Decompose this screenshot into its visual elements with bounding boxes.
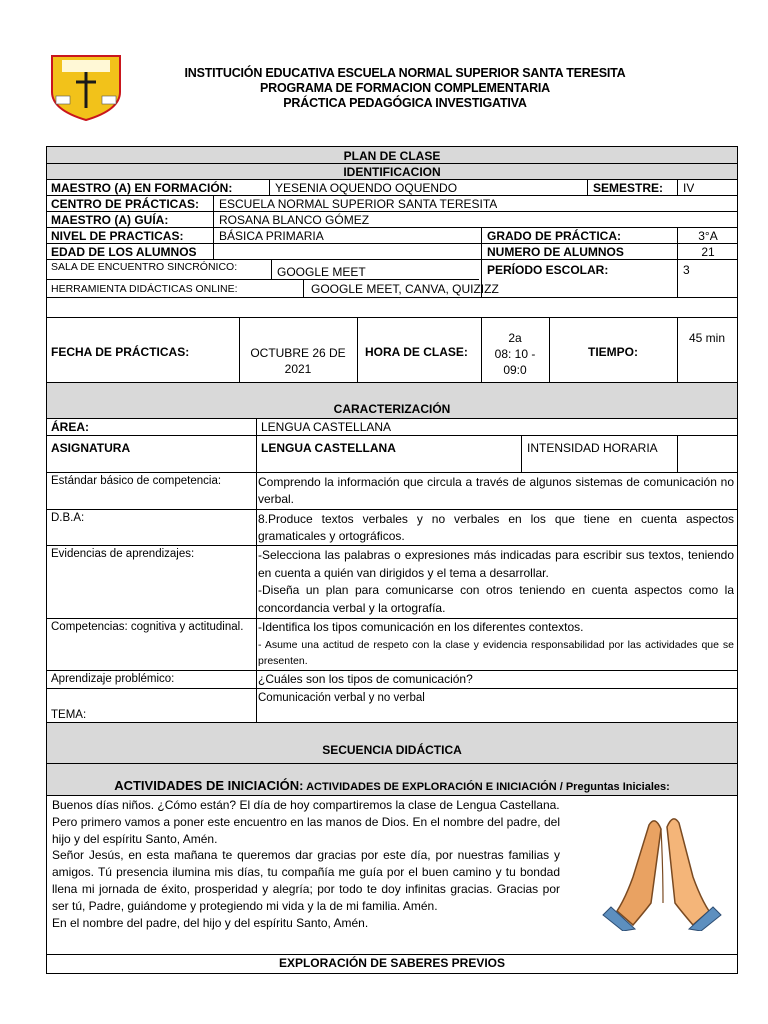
tema-value: Comunicación verbal y no verbal [258, 692, 425, 704]
fecha-label: FECHA DE PRÁCTICAS: [51, 345, 190, 359]
hora-value-line2: 08: 10 - [494, 347, 536, 361]
periodo-label: PERÍODO ESCOLAR: [487, 263, 609, 277]
caracterizacion-title: CARACTERIZACIÓN [333, 402, 451, 416]
centro-value: ESCUELA NORMAL SUPERIOR SANTA TERESITA [219, 197, 498, 211]
tiempo-value: 45 min [688, 331, 726, 345]
hora-value-line3: 09:0 [503, 363, 527, 377]
maestro-formacion-value: YESENIA OQUENDO OQUENDO [275, 181, 458, 195]
actividades-main-label: ACTIVIDADES DE INICIACIÓN: [114, 778, 304, 793]
tema-label: TEMA: [51, 709, 87, 721]
centro-label: CENTRO DE PRÁCTICAS: [51, 197, 200, 211]
identification-table [46, 146, 738, 383]
area-label: ÁREA: [51, 420, 89, 434]
secuencia-title: SECUENCIA DIDÁCTICA [322, 743, 462, 757]
evidencias-text-2: -Diseña un plan para comunicarse con otros teniendo en cuenta aspectos como la concordancia verbal y la ortografía. [258, 583, 734, 615]
evidencias-text-1: -Selecciona las palabras o expresiones más indicadas para escribir sus textos, teniendo en cuenta a quién van dirigidos y el tema a desarrollar. [258, 548, 734, 580]
hora-label: HORA DE CLASE: [365, 345, 468, 359]
aprendizaje-label: Aprendizaje problémico: [51, 673, 175, 685]
plan-title: PLAN DE CLASE [343, 149, 441, 163]
competencias-label: Competencias: cognitiva y actitudinal. [51, 621, 244, 633]
asignatura-label: ASIGNATURA [51, 441, 131, 455]
hora-value-line1: 2a [508, 331, 522, 345]
fecha-value-line1: OCTUBRE 26 DE [250, 346, 346, 360]
guia-value: ROSANA BLANCO GÓMEZ [219, 213, 370, 227]
nivel-label: NIVEL DE PRACTICAS: [51, 229, 184, 243]
activity-paragraphs [52, 797, 560, 931]
caracterizacion-table [46, 382, 738, 723]
aprendizaje-value: ¿Cuáles son los tipos de comunicación? [258, 672, 473, 686]
intensidad-label: INTENSIDAD HORARIA [527, 441, 658, 455]
herramienta-value: GOOGLE MEET, CANVA, QUIZIZZ [311, 282, 499, 296]
numero-label: NUMERO DE ALUMNOS [487, 245, 624, 259]
maestro-formacion-label: MAESTRO (A) EN FORMACIÓN: [51, 181, 233, 195]
dba-label: D.B.A: [51, 512, 85, 524]
estandar-value: Comprendo la información que circula a través de algunos sistemas de comunicación no verbal. [258, 475, 734, 506]
numero-value: 21 [701, 245, 715, 259]
grado-value: 3°A [698, 229, 718, 243]
sala-value: GOOGLE MEET [277, 265, 366, 279]
grado-label: GRADO DE PRÁCTICA: [487, 229, 621, 243]
intro-prayer-paragraph: Pero primero vamos a poner este encuentro en las manos de Dios. En el nombre del padre, del hijo y del espíritu Santo, Amén. [52, 814, 560, 846]
competencias-text-2: - Asume una actitud de respeto con la clase y evidencia responsabilidad por las actividades que se presenten. [258, 639, 734, 667]
sala-label: SALA DE ENCUENTRO SINCRÓNICO: [51, 261, 238, 273]
competencias-text-1: -Identifica los tipos comunicación en los diferentes contextos. [258, 620, 584, 634]
dba-value: 8.Produce textos verbales y no verbales en los que tiene en cuenta aspectos gramaticales y ortográficos. [258, 512, 734, 543]
actividades-heading [47, 779, 737, 794]
exploracion-heading: EXPLORACIÓN DE SABERES PREVIOS [278, 956, 506, 970]
program-name: PROGRAMA DE FORMACION COMPLEMENTARIA [259, 81, 550, 95]
closing-paragraph: En el nombre del padre, del hijo y del espíritu Santo, Amén. [52, 915, 369, 930]
greeting-paragraph: Buenos días niños. ¿Cómo están? El día de hoy compartiremos la clase de Lengua Castellana. [52, 798, 560, 812]
praying-hands-icon [597, 807, 727, 931]
asignatura-value: LENGUA CASTELLANA [261, 441, 396, 455]
prayer-paragraph: Señor Jesús, en esta mañana te queremos dar gracias por este día, por nuestras familias y amigos. Tú presencia ilumina mis días, tu compañía me guía por el buen camino y tu bondad llena mi jornada de éxito, prosperidad y alegría; por todo te doy infinitas gracias. Gracias por ser tú, Padre, guiándome y protegiendo mi vida y la de mi familia. Amén. [52, 848, 560, 913]
guia-label: MAESTRO (A) GUÍA: [51, 213, 169, 227]
periodo-value: 3 [683, 263, 690, 277]
document-header [140, 66, 670, 111]
actividades-sub-label: ACTIVIDADES DE EXPLORACIÓN E INICIACIÓN / Preguntas Iniciales: [303, 781, 670, 793]
identification-title: IDENTIFICACION [343, 165, 441, 179]
edad-label: EDAD DE LOS ALUMNOS [51, 245, 197, 259]
nivel-value: BÁSICA PRIMARIA [219, 229, 324, 243]
secuencia-table [46, 722, 738, 974]
area-value: LENGUA CASTELLANA [261, 420, 392, 434]
fecha-value-line2: 2021 [284, 362, 312, 376]
semestre-value: IV [683, 181, 695, 195]
estandar-label: Estándar básico de competencia: [51, 475, 222, 487]
school-crest-logo [48, 52, 124, 122]
institution-name: INSTITUCIÓN EDUCATIVA ESCUELA NORMAL SUPERIOR SANTA TERESITA [184, 66, 626, 80]
practice-name: PRÁCTICA PEDAGÓGICA INVESTIGATIVA [283, 96, 527, 110]
evidencias-label: Evidencias de aprendizajes: [51, 548, 195, 560]
tiempo-label: TIEMPO: [588, 345, 638, 359]
semestre-label: SEMESTRE: [593, 181, 664, 195]
herramienta-label: HERRAMIENTA DIDÁCTICAS ONLINE: [51, 283, 238, 295]
